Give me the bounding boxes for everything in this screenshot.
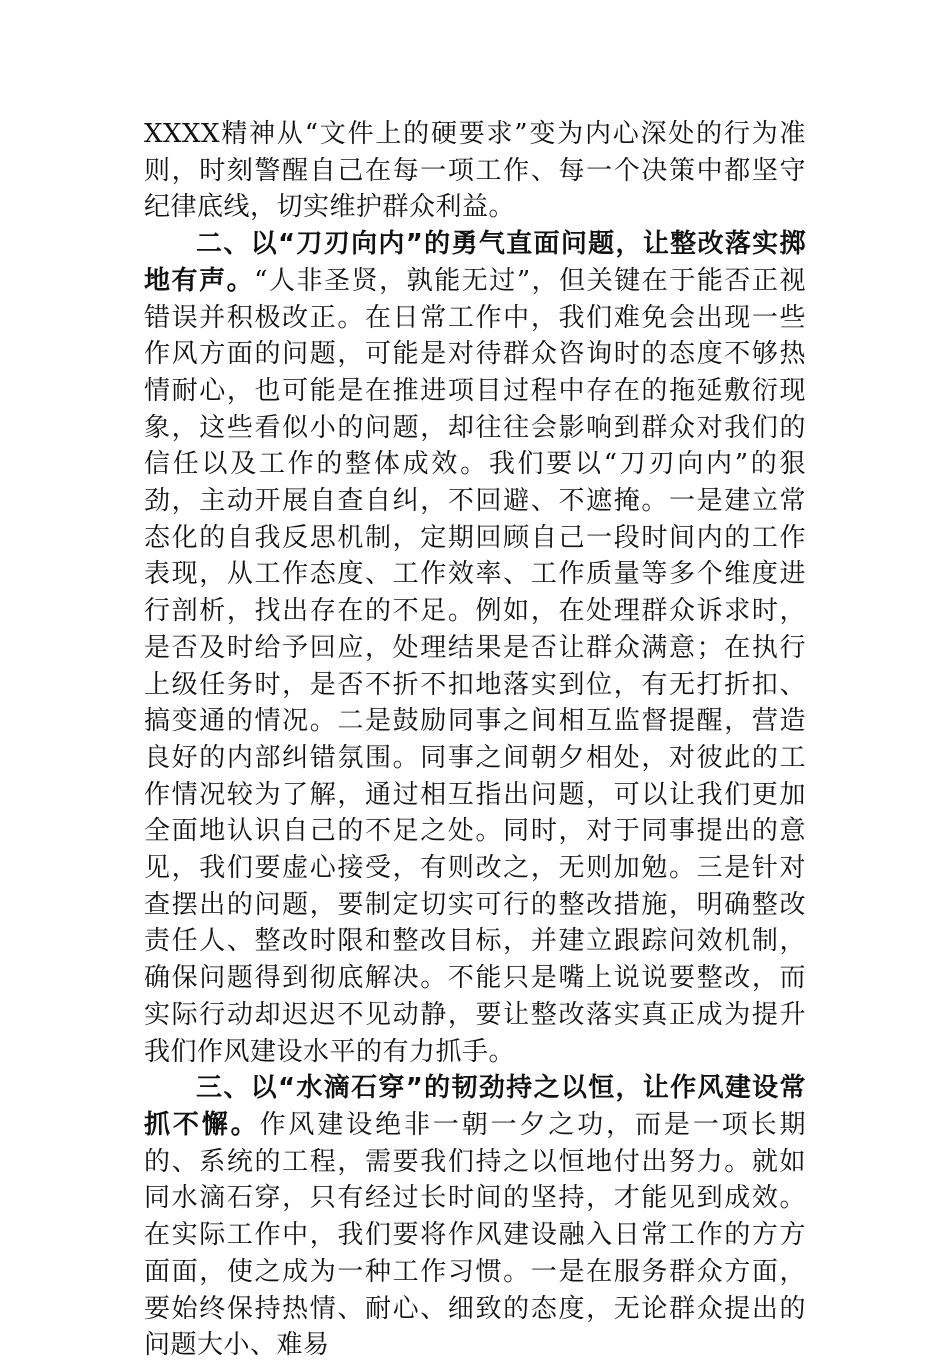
paragraph-continuation: XXXX精神从“文件上的硬要求”变为内心深处的行为准则，时刻警醒自己在每一项工作、每一个决策中都坚守纪律底线，切实维护群众利益。	[144, 119, 806, 223]
section-3-paragraph	[144, 1070, 806, 1364]
section-2-body: “人非圣贤，孰能无过”，但关键在于能否正视错误并积极改正。在日常工作中，我们难免会出现一些作风方面的问题，可能是对待群众咨询时的态度不够热情耐心，也可能是在推进项目过程中存在的拖延敷衍现象，这些看似小的问题，却往往会影响到群众对我们的信任以及工作的整体成效。我们要以“刀刃向内”的狠劲，主动开展自查自纠，不回避、不遮掩。一是建立常态化的自我反思机制，定期回顾自己一段时间内的工作表现，从工作态度、工作效率、工作质量等多个维度进行剖析，找出存在的不足。例如，在处理群众诉求时，是否及时给予回应，处理结果是否让群众满意；在执行上级任务时，是否不折不扣地落实到位，有无打折扣、搞变通的情况。二是鼓励同事之间相互监督提醒，营造良好的内部纠错氛围。同事之间朝夕相处，对彼此的工作情况较为了解，通过相互指出问题，可以让我们更加全面地认识自己的不足之处。同时，对于同事提出的意见，我们要虚心接受，有则改之，无则加勉。三是针对查摆出的问题，要制定切实可行的整改措施，明确整改责任人、整改时限和整改目标，并建立跟踪问效机制，确保问题得到彻底解决。不能只是嘴上说说要整改，而实际行动却迟迟不见动静，要让整改落实真正成为提升我们作风建设水平的有力抓手。	[144, 265, 806, 1067]
section-3-body: 作风建设绝非一朝一夕之功，而是一项长期的、系统的工程，需要我们持之以恒地付出努力。就如同水滴石穿，只有经过长时间的坚持，才能见到成效。在实际工作中，我们要将作风建设融入日常工作的方方面面，使之成为一种工作习惯。一是在服务群众方面，要始终保持热情、耐心、细致的态度，无论群众提出的问题大小、难易	[144, 1109, 806, 1361]
section-2-paragraph	[144, 226, 806, 1070]
document-body	[144, 116, 806, 1364]
section-2-heading: 二、以“刀刃向内”的勇气直面问题，让整改落实掷地有声。	[144, 229, 806, 296]
section-3-heading: 三、以“水滴石穿”的韧劲持之以恒，让作风建设常抓不懈。	[144, 1073, 806, 1140]
